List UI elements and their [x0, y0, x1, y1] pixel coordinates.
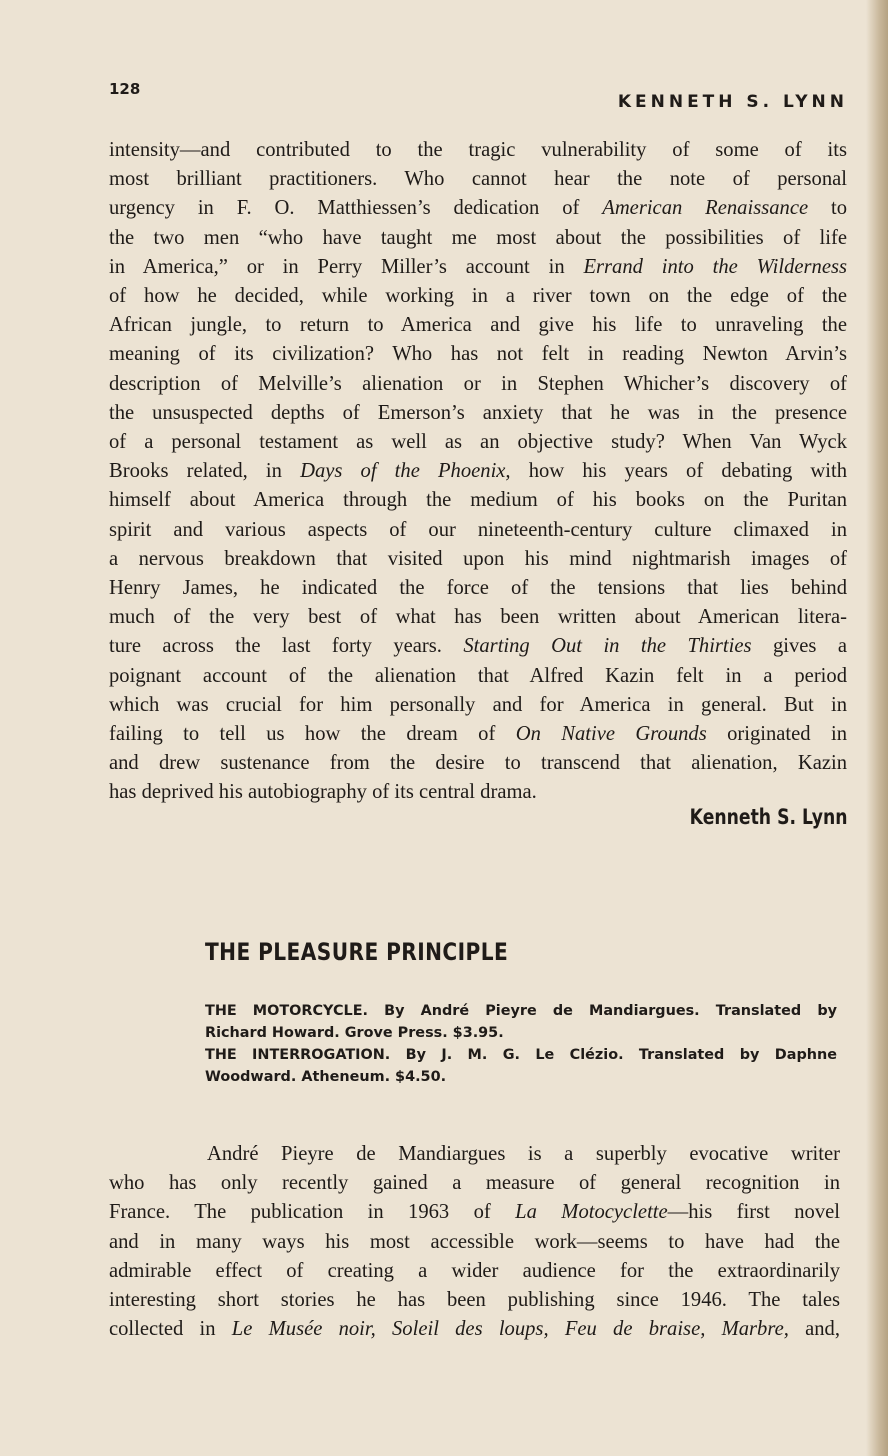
text-line: description of Melville’s alienation or in Stephen Whicher’s discovery of	[109, 372, 847, 395]
book-title-italic: Days of the Phoenix,	[300, 460, 511, 483]
book-entry-line: Woodward. Atheneum. $4.50.	[205, 1069, 447, 1085]
text-line: himself about America through the medium of his books on the Puritan	[109, 489, 847, 512]
book-entry-line: THE INTERROGATION. By J. M. G. Le Clézio. Translated by Daphne	[205, 1047, 837, 1063]
text-line: urgency in F. O. Matthiessen’s dedication of American Renaissance to	[109, 197, 847, 220]
running-head-author: KENNETH S. LYNN	[617, 92, 848, 112]
text-line: André Pieyre de Mandiargues is a superbly evocative writer	[207, 1143, 840, 1165]
book-title-italic: La Motocyclette	[515, 1201, 668, 1224]
text-line: Brooks related, in Days of the Phoenix, how his years of debating with	[109, 460, 847, 483]
text-line: intensity—and contributed to the tragic vulnerability of some of its	[109, 139, 847, 161]
text-line: Henry James, he indicated the force of the tensions that lies behind	[109, 577, 847, 600]
text-line: much of the very best of what has been written about American litera-	[109, 606, 847, 629]
book-title-italic: On Native Grounds	[515, 723, 707, 746]
review-opening-paragraph	[109, 1140, 840, 1344]
text-line: of a personal testament as well as an objective study? When Van Wyck	[109, 431, 847, 454]
author-signature: Kenneth S. Lynn	[690, 805, 848, 829]
text-line: the unsuspected depths of Emerson’s anxiety that he was in the presence	[109, 401, 847, 424]
review-title: THE PLEASURE PRINCIPLE	[205, 938, 509, 966]
text-line: interesting short stories he has been publishing since 1946. The tales	[109, 1289, 840, 1312]
text-line: failing to tell us how the dream of On Native Grounds originated in	[109, 723, 847, 746]
book-entry-line: Richard Howard. Grove Press. $3.95.	[205, 1025, 504, 1041]
text-line: in America,” or in Perry Miller’s account in Errand into the Wilderness	[109, 255, 847, 278]
text-line: poignant account of the alienation that Alfred Kazin felt in a period	[109, 664, 847, 687]
book-entry-interrogation	[205, 1044, 837, 1088]
book-title-italic: American Renaissance	[602, 197, 809, 220]
books-under-review	[205, 1000, 837, 1088]
text-line: France. The publication in 1963 of La Motocyclette—his first novel	[109, 1201, 840, 1224]
page-number: 128	[109, 80, 141, 98]
text-line: admirable effect of creating a wider audience for the extraordinarily	[109, 1259, 840, 1282]
book-title-italic: Errand into the Wilderness	[583, 255, 847, 278]
text-line: most brilliant practitioners. Who cannot hear the note of personal	[109, 168, 847, 191]
text-line: and in many ways his most accessible work—seems to have had the	[109, 1230, 840, 1253]
text-line: and drew sustenance from the desire to transcend that alienation, Kazin	[109, 752, 847, 775]
text-line: who has only recently gained a measure of general recognition in	[109, 1172, 840, 1195]
text-line: the two men “who have taught me most about the possibilities of life	[109, 226, 847, 249]
text-line: which was crucial for him personally and for America in general. But in	[109, 693, 847, 716]
text-line: meaning of its civilization? Who has not felt in reading Newton Arvin’s	[109, 343, 847, 366]
book-title-italic: Le Musée noir, Soleil des loups, Feu de braise, Marbre,	[231, 1318, 789, 1341]
text-line: of how he decided, while working in a river town on the edge of the	[109, 285, 847, 308]
running-head	[109, 80, 848, 120]
essay-closing-paragraph	[109, 136, 847, 808]
text-line: has deprived his autobiography of its central drama.	[109, 781, 537, 804]
book-entry-motorcycle	[205, 1000, 837, 1044]
book-title-italic: Starting Out in the Thirties	[463, 635, 752, 658]
page-edge-shadow	[866, 0, 888, 1456]
text-line: ture across the last forty years. Starting Out in the Thirties gives a	[109, 635, 847, 658]
text-line: spirit and various aspects of our nineteenth-century culture climaxed in	[109, 518, 847, 541]
text-line: collected in Le Musée noir, Soleil des loups, Feu de braise, Marbre, and,	[109, 1318, 840, 1341]
text-line: African jungle, to return to America and give his life to unraveling the	[109, 314, 847, 337]
book-entry-line: THE MOTORCYCLE. By André Pieyre de Mandiargues. Translated by	[205, 1003, 837, 1019]
text-line: a nervous breakdown that visited upon his mind nightmarish images of	[109, 547, 847, 570]
